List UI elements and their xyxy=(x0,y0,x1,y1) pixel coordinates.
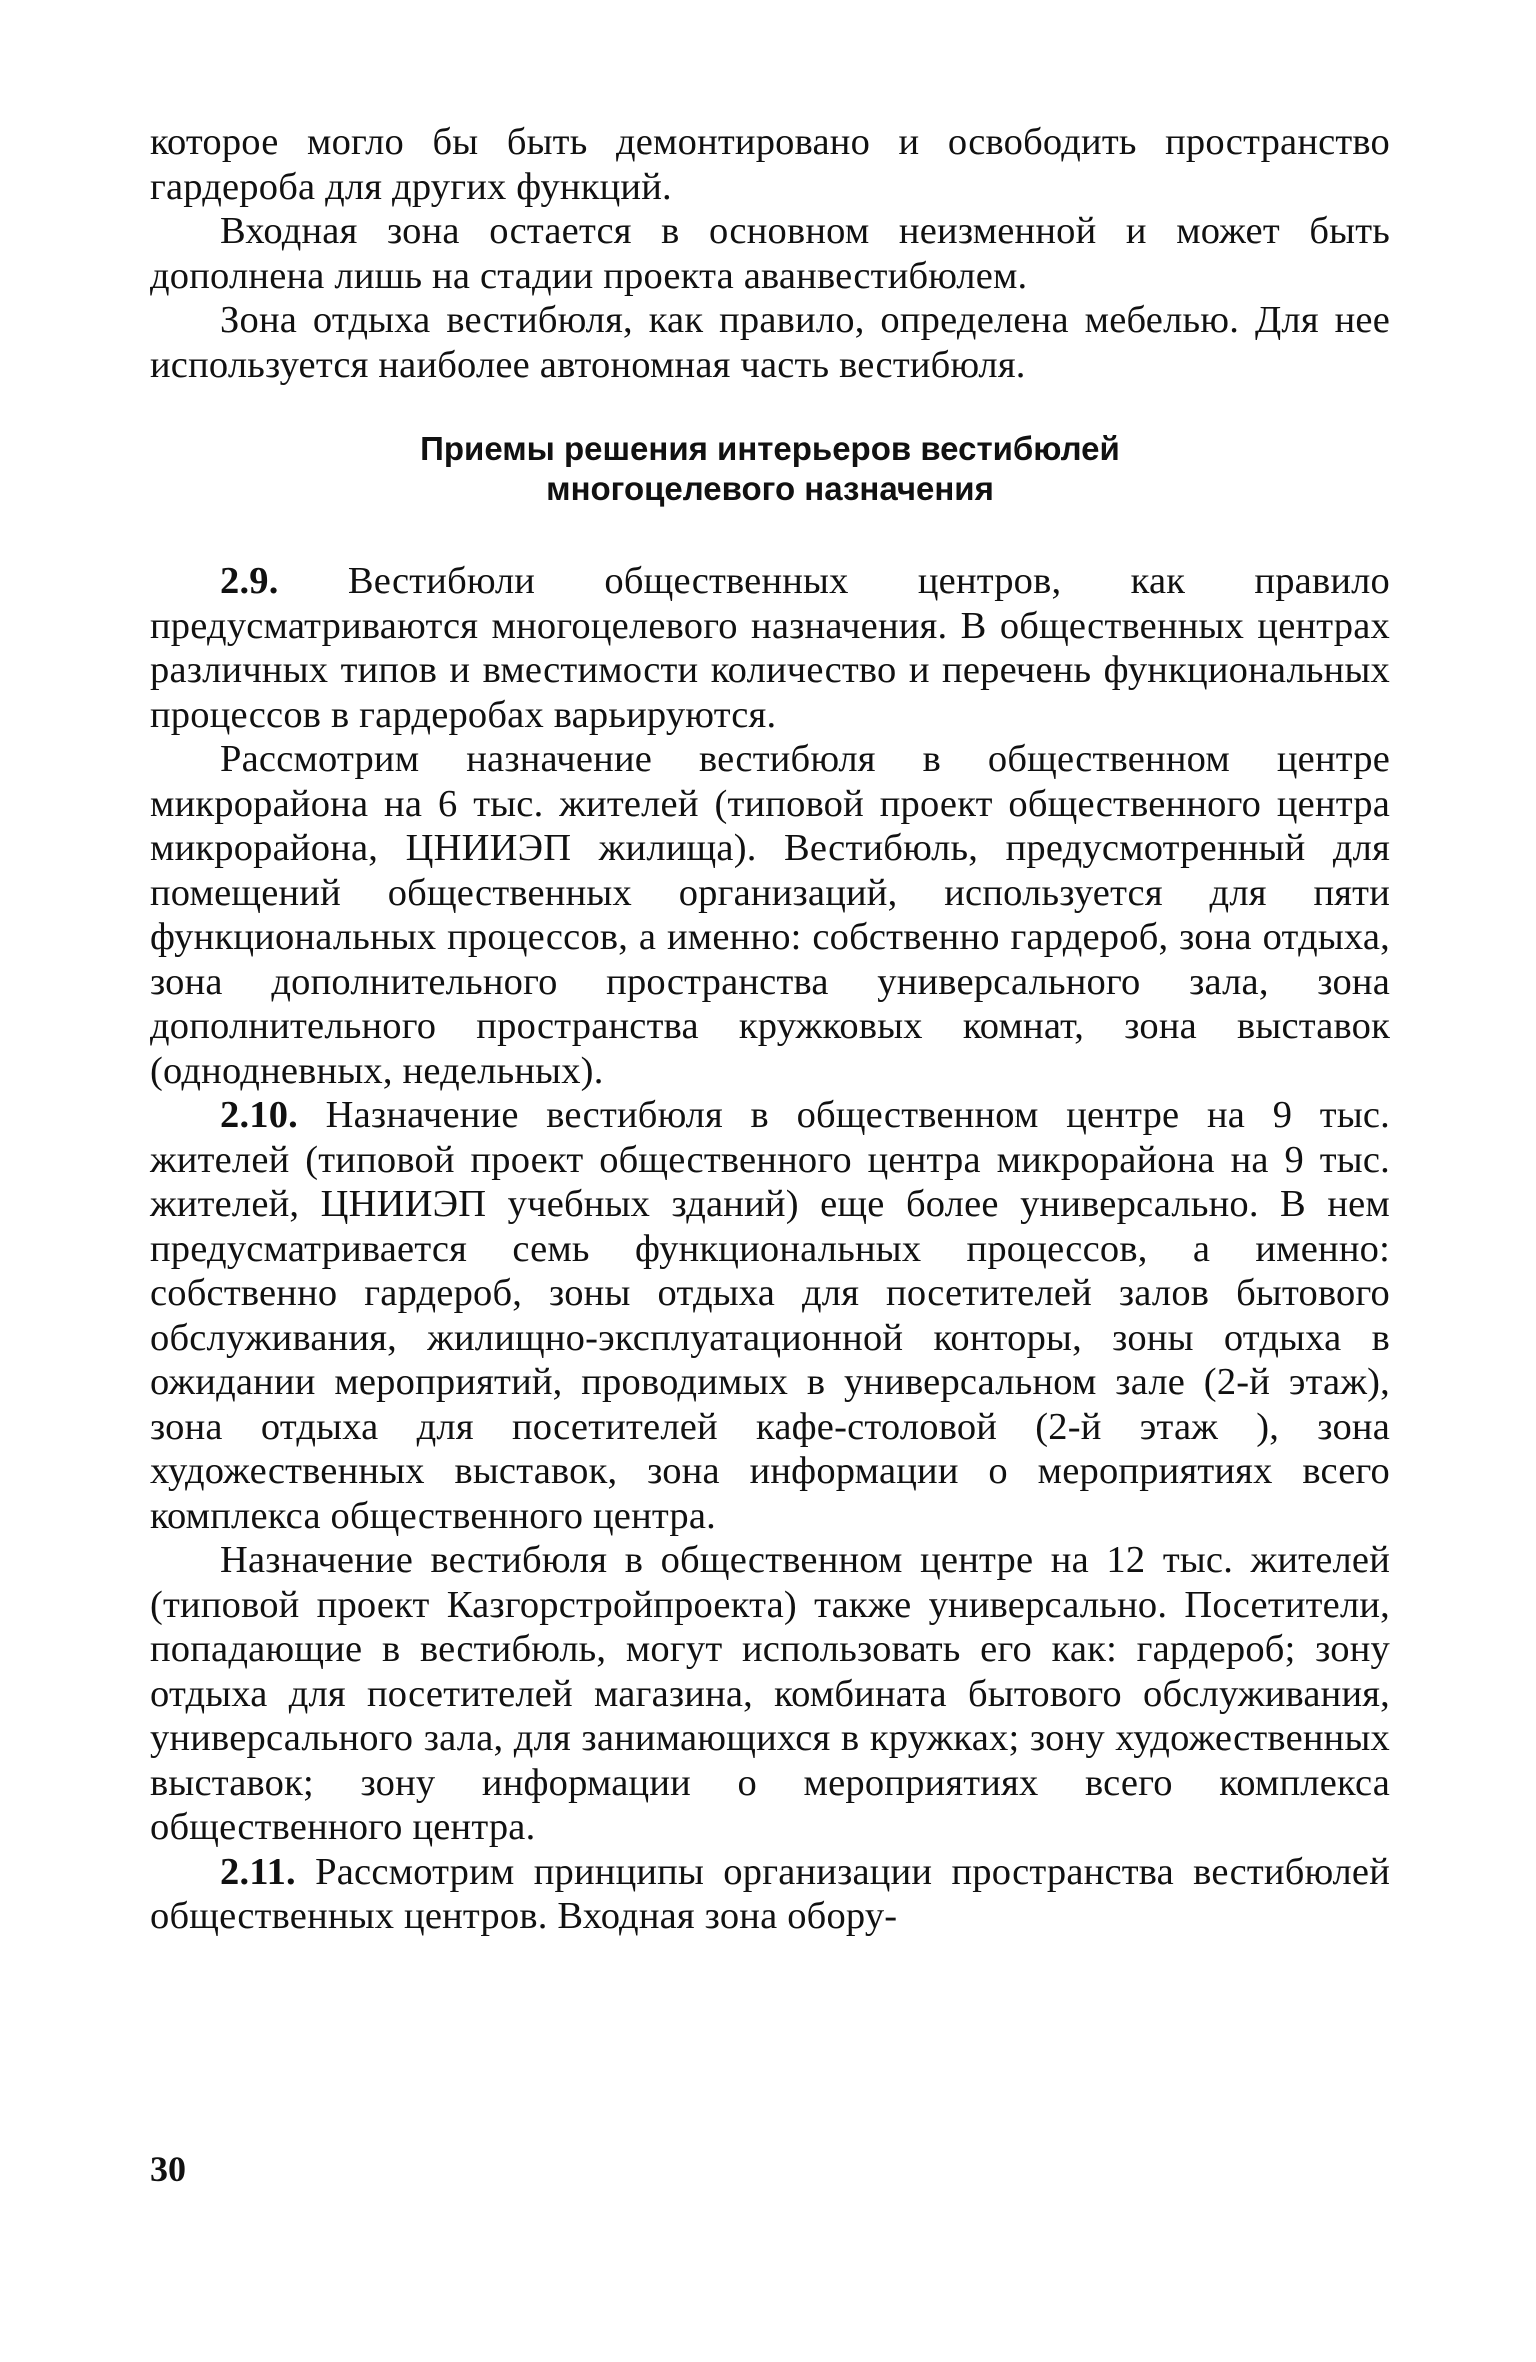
section-number-2-11: 2.11. xyxy=(220,1850,296,1893)
section-heading-line-2: многоцелевого назначения xyxy=(546,470,994,507)
paragraph-12k xyxy=(150,1538,1390,1850)
section-number-2-9: 2.9. xyxy=(220,560,279,602)
paragraph-6k xyxy=(150,737,1390,1093)
paragraph-2-9 xyxy=(150,559,1390,737)
paragraph-12k-text: Назначение вестибюля в общественном центре на 12 тыс. жителей (типовой проект Казгорстройпроекта) также универсально. Посетители, попадающие в вестибюль, могут использовать его как: гардероб; зону отдыха для посетителей магазина, комбината бытового обслуживания, универсального зала, для занимающихся в кружках; зону художественных выставок; зону информации о мероприятиях всего комплекса общественного центра. xyxy=(150,1539,1390,1848)
paragraph-top-1: которое могло бы быть демонтировано и освободить пространство гардероба для других функций. xyxy=(150,121,1390,208)
paragraph-2-10 xyxy=(150,1093,1390,1538)
section-heading xyxy=(150,429,1390,509)
paragraph-top-3: Зона отдыха вестибюля, как правило, определена мебелью. Для нее используется наиболее автономная часть вестибюля. xyxy=(150,299,1390,386)
paragraph-top-2: Входная зона остается в основном неизменной и может быть дополнена лишь на стадии проекта аванвестибюлем. xyxy=(150,210,1390,297)
paragraph-2-11 xyxy=(150,1850,1390,1939)
page-body xyxy=(150,120,1390,1939)
paragraph-6k-text: Рассмотрим назначение вестибюля в общественном центре микрорайона на 6 тыс. жителей (типовой проект общественного центра микрорайона, ЦНИИЭП жилища). Вестибюль, предусмотренный для помещений общественных организаций, используется для пяти функциональных процессов, а именно: собственно гардероб, зона отдыха, зона дополнительного пространства универсального зала, зона дополнительного пространства кружковых комнат, зона выставок (однодневных, недельных). xyxy=(150,738,1390,1092)
page-number: 30 xyxy=(150,2149,186,2189)
paragraph-2-11-text: Рассмотрим принципы организации пространства вестибюлей общественных центров. Входная зона обору- xyxy=(150,1850,1390,1937)
paragraph-2-9-text: Вестибюли общественных центров, как правило предусматриваются многоцелевого назначения. В общественных центрах различных типов и вместимости количество и перечень функциональных процессов в гардеробах варьируются. xyxy=(150,560,1390,736)
paragraph-2-10-text: Назначение вестибюля в общественном центре на 9 тыс. жителей (типовой проект общественного центра микрорайона на 9 тыс. жителей, ЦНИИЭП учебных зданий) еще более универсально. В нем предусматривается семь функциональных процессов, а именно: собственно гардероб, зоны отдыха для посетителей залов бытового обслуживания, жилищно-эксплуатационной конторы, зоны отдыха в ожидании мероприятий, проводимых в универсальном зале (2-й этаж), зона отдыха для посетителей кафе-столовой (2-й этаж ), зона художественных выставок, зона информации о мероприятиях всего комплекса общественного центра. xyxy=(150,1094,1390,1537)
section-heading-line-1: Приемы решения интерьеров вестибюлей xyxy=(420,430,1120,467)
section-number-2-10: 2.10. xyxy=(220,1094,298,1136)
